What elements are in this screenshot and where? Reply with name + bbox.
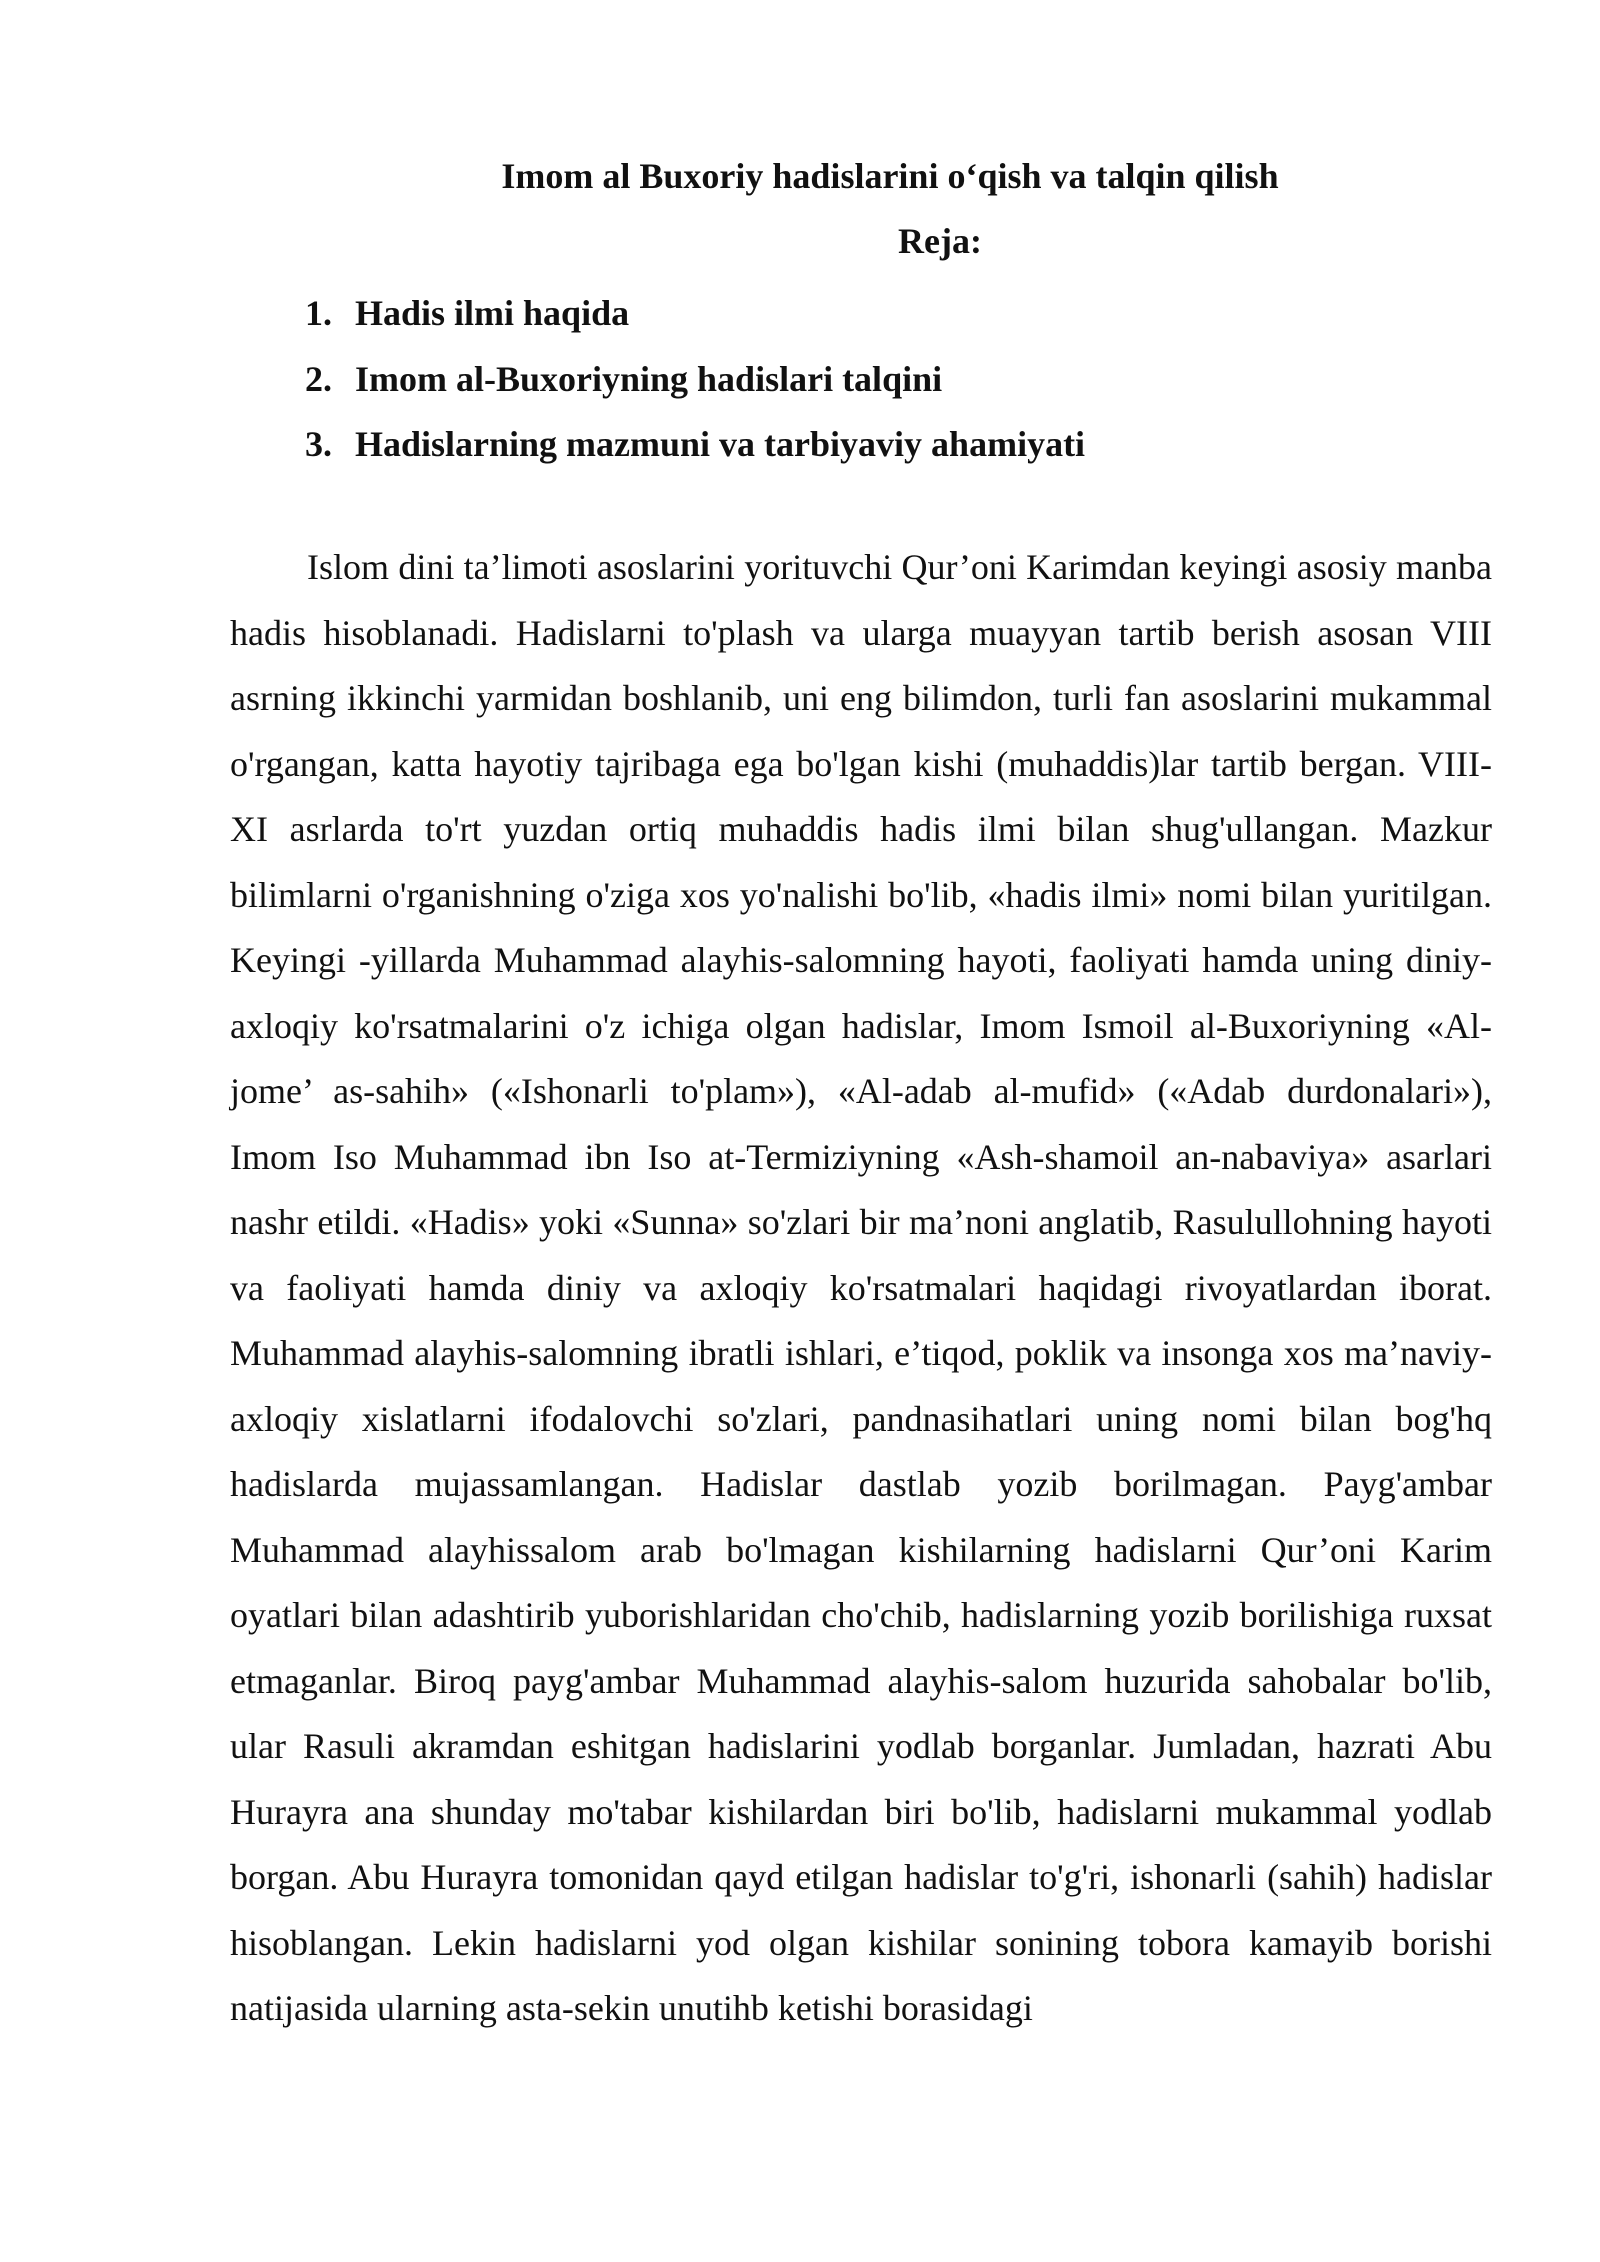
plan-item-number: 1. xyxy=(305,293,332,333)
plan-item-number: 2. xyxy=(305,358,332,399)
plan-list xyxy=(305,281,1085,478)
plan-item-number: 3. xyxy=(305,424,332,464)
plan-item-text: Hadis ilmi haqida xyxy=(355,293,630,333)
plan-item xyxy=(305,347,1085,413)
plan-item xyxy=(305,281,1085,347)
plan-item-text: Hadislarning mazmuni va tarbiyaviy ahamiyati xyxy=(355,424,1086,464)
plan-item-text: Imom al-Buxoriyning hadislari talqini xyxy=(355,358,943,399)
body-paragraph: Islom dini ta’limoti asoslarini yorituvchi Qur’oni Karimdan keyingi asosiy manba hadis hisoblanadi. Hadislarni to'plash va ularga muayyan tartib berish asosan VIII asrning ikkinchi yarmidan boshlanib, uni eng bilimdon, turli fan asoslarini mukammal o'rgangan, katta hayotiy tajribaga ega bo'lgan kishi (muhaddis)lar tartib bergan. VIII-XI asrlarda to'rt yuzdan ortiq muhaddis hadis ilmi bilan shug'ullangan. Mazkur bilimlarni o'rganishning o'ziga xos yo'nalishi bo'lib, «hadis ilmi» nomi bilan yuritilgan. Keyingi -yillarda Muhammad alayhis-salomning hayoti, faoliyati hamda uning diniy-axloqiy ko'rsatmalarini o'z ichiga olgan hadislar, Imom Ismoil al-Buxoriyning «Al-jome’ as-sahih» («Ishonarli to'plam»), «Al-adab al-mufid» («Adab durdonalari»), Imom Iso Muhammad ibn Iso at-Termiziyning «Ash-shamoil an-nabaviya» asarlari nashr etildi. «Hadis» yoki «Sunna» so'zlari bir ma’noni anglatib, Rasulullohning hayoti va faoliyati hamda diniy va axloqiy ko'rsatmalari haqidagi rivoyatlardan iborat. Muhammad alayhis-salomning ibratli ishlari, e’tiqod, poklik va insonga xos ma’naviy-axloqiy xislatlarni ifodalovchi so'zlari, pandnasihatlari uning nomi bilan bog'hq hadislarda mujassamlangan. Hadislar dastlab yozib borilmagan. Payg'ambar Muhammad alayhissalom arab bo'lmagan kishilarning hadislarni Qur’oni Karim oyatlari bilan adashtirib yuborishlaridan cho'chib, hadislarning yozib borilishiga ruxsat etmaganlar. Biroq payg'ambar Muhammad alayhis-salom huzurida sahobalar bo'lib, ular Rasuli akramdan eshitgan hadislarini yodlab borganlar. Jumladan, hazrati Abu Hurayra ana shunday mo'tabar kishilardan biri bo'lib, hadislarni mukammal yodlab borgan. Abu Hurayra tomonidan qayd etilgan hadislar to'g'ri, ishonarli (sahih) hadislar hisoblangan. Lekin hadislarni yod olgan kishilar sonining tobora kamayib borishi natijasida ularning asta-sekin unutihb ketishi borasidagi xyxy=(230,547,1492,2028)
plan-item xyxy=(305,412,1085,478)
plan-heading: Reja: xyxy=(898,221,982,261)
document-title: Imom al Buxoriy hadislarini o‘qish va talqin qilish xyxy=(501,156,1279,196)
